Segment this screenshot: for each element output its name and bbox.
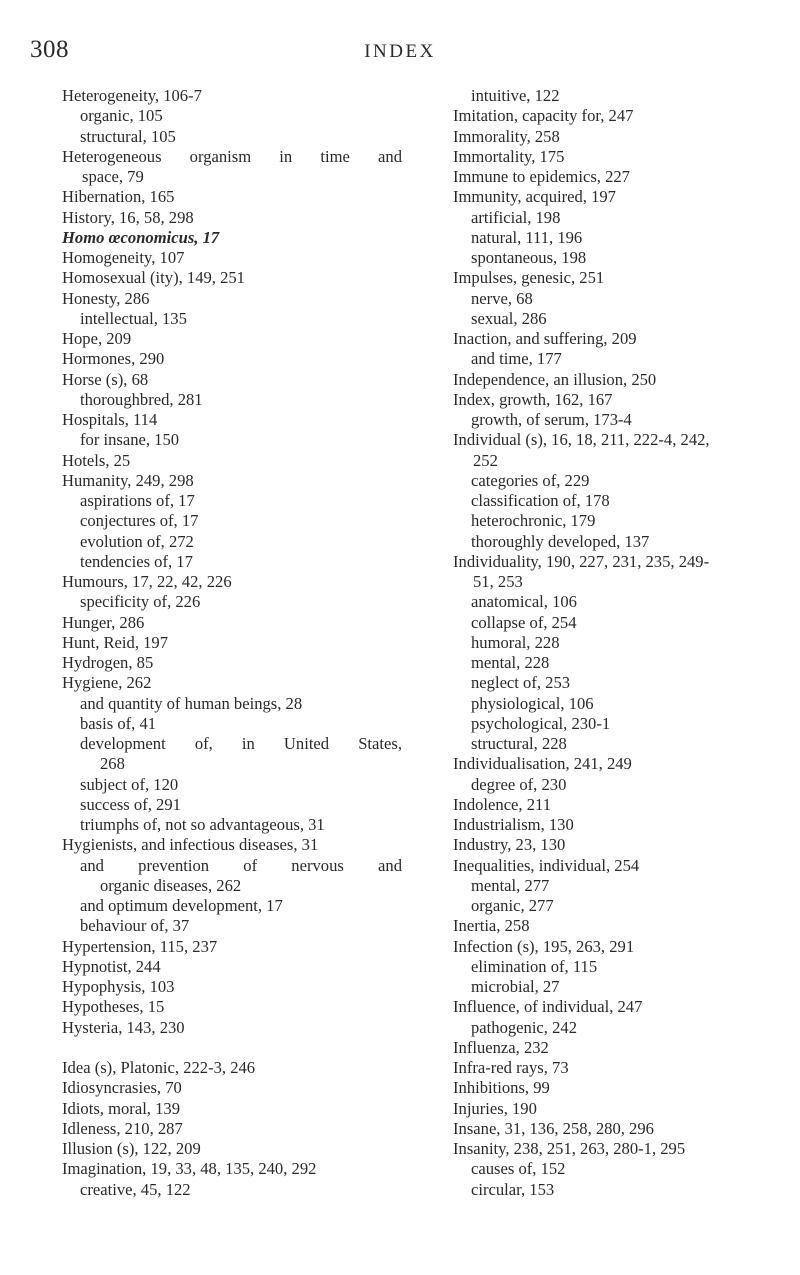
index-subentry: humoral, 228 <box>471 632 560 652</box>
index-entry: Idleness, 210, 287 <box>62 1118 183 1138</box>
index-subentry: creative, 45, 122 <box>80 1179 191 1199</box>
index-column-right <box>453 86 773 1200</box>
index-entry: Hypophysis, 103 <box>62 977 175 996</box>
page-number: 308 <box>30 36 69 63</box>
index-entry: Hunt, Reid, 197 <box>62 632 169 652</box>
index-entry: Infra-red rays, 73 <box>453 1058 569 1077</box>
index-entry: Illusion (s), 122, 209 <box>62 1139 201 1158</box>
index-entry: Humanity, 249, 298 <box>62 470 194 490</box>
index-subentry: and prevention of nervous and <box>80 855 402 875</box>
index-subentry: behaviour of, 37 <box>80 916 190 936</box>
index-entry: Insane, 31, 136, 258, 280, 296 <box>453 1118 654 1138</box>
index-entry: Hotels, 25 <box>62 450 131 470</box>
index-subentry: intuitive, 122 <box>471 86 560 105</box>
index-subentry: organic, 105 <box>80 106 163 126</box>
index-entry: Hormones, 290 <box>62 349 165 369</box>
index-entry: Influence, of individual, 247 <box>453 997 643 1017</box>
index-subentry: mental, 277 <box>471 875 550 895</box>
running-head: INDEX <box>364 41 436 62</box>
index-entry: Idiosyncrasies, 70 <box>62 1078 182 1098</box>
index-subentry: neglect of, 253 <box>471 673 571 693</box>
index-subentry: spontaneous, 198 <box>471 248 587 267</box>
index-column-left <box>62 86 402 1200</box>
index-entry: Hospitals, 114 <box>62 410 158 429</box>
index-entry: Homo œconomicus, 17 <box>62 227 220 247</box>
index-subentry: mental, 228 <box>471 653 550 672</box>
index-subentry: success of, 291 <box>80 794 181 814</box>
index-entry: Individuality, 190, 227, 231, 235, 249- <box>453 551 710 571</box>
index-entry: Inequalities, individual, 254 <box>453 855 640 875</box>
index-subentry: elimination of, 115 <box>471 956 598 976</box>
index-subentry: physiological, 106 <box>471 693 594 713</box>
index-entry: Industrialism, 130 <box>453 815 574 834</box>
page-header <box>0 36 800 72</box>
index-entry: Humours, 17, 22, 42, 226 <box>62 572 232 591</box>
index-entry: Hysteria, 143, 230 <box>62 1017 185 1037</box>
index-subentry: anatomical, 106 <box>471 592 577 612</box>
index-subentry: development of, in United States, <box>80 734 402 753</box>
index-subentry: microbial, 27 <box>471 977 560 996</box>
index-entry: Index, growth, 162, 167 <box>453 389 613 409</box>
index-entry-continuation: 51, 253 <box>473 572 523 591</box>
index-subentry: organic, 277 <box>471 896 554 915</box>
index-entry: Individualisation, 241, 249 <box>453 754 632 774</box>
index-subentry: circular, 153 <box>471 1179 555 1199</box>
index-entry: Imagination, 19, 33, 48, 135, 240, 292 <box>62 1159 317 1179</box>
index-subentry: triumphs of, not so advantageous, 31 <box>80 815 325 834</box>
index-subentry: aspirations of, 17 <box>80 491 195 510</box>
index-subentry: natural, 111, 196 <box>471 227 583 247</box>
index-entry: Immunity, acquired, 197 <box>453 187 616 207</box>
index-entry-continuation: 268 <box>100 754 125 774</box>
index-subentry: psychological, 230-1 <box>471 713 611 733</box>
index-entry: Immorality, 258 <box>453 126 560 146</box>
index-entry: Industry, 23, 130 <box>453 835 566 855</box>
index-subentry: evolution of, 272 <box>80 531 194 551</box>
index-entry: Inertia, 258 <box>453 916 530 936</box>
index-entry: Impulses, genesic, 251 <box>453 268 605 288</box>
index-subentry: sexual, 286 <box>471 308 547 328</box>
index-entry: Hypertension, 115, 237 <box>62 936 218 956</box>
index-entry: Idea (s), Platonic, 222-3, 246 <box>62 1058 256 1077</box>
index-subentry: for insane, 150 <box>80 430 180 450</box>
index-entry: Homogeneity, 107 <box>62 248 185 267</box>
index-entry: Hunger, 286 <box>62 612 145 632</box>
index-entry: Immune to epidemics, 227 <box>453 167 630 186</box>
index-subentry: basis of, 41 <box>80 713 157 733</box>
index-entry: Immortality, 175 <box>453 146 565 166</box>
index-subentry: thoroughbred, 281 <box>80 389 203 409</box>
index-subentry: causes of, 152 <box>471 1159 566 1179</box>
index-subentry: growth, of serum, 173-4 <box>471 410 632 429</box>
index-entry: Inhibitions, 99 <box>453 1078 550 1098</box>
index-entry: Hydrogen, 85 <box>62 653 154 672</box>
index-subentry: heterochronic, 179 <box>471 511 596 531</box>
index-entry: Independence, an illusion, 250 <box>453 369 657 389</box>
index-subentry: tendencies of, 17 <box>80 551 193 571</box>
index-entry: Idiots, moral, 139 <box>62 1098 180 1118</box>
index-entry: Honesty, 286 <box>62 288 150 308</box>
index-subentry: subject of, 120 <box>80 774 179 794</box>
index-subentry: nerve, 68 <box>471 288 533 308</box>
index-entry: Hope, 209 <box>62 329 132 348</box>
index-entry: Homosexual (ity), 149, 251 <box>62 268 245 288</box>
index-entry-continuation: 252 <box>473 450 498 470</box>
index-entry: Hypnotist, 244 <box>62 956 161 976</box>
index-section-gap <box>62 1038 402 1058</box>
index-subentry: intellectual, 135 <box>80 308 187 328</box>
index-subentry: categories of, 229 <box>471 470 590 490</box>
index-subentry: specificity of, 226 <box>80 592 201 612</box>
index-entry: Imitation, capacity for, 247 <box>453 106 634 126</box>
index-entry: Indolence, 211 <box>453 794 551 814</box>
index-entry: Influenza, 232 <box>453 1037 549 1057</box>
index-subentry: conjectures of, 17 <box>80 511 199 531</box>
index-entry: Individual (s), 16, 18, 211, 222-4, 242, <box>453 430 710 450</box>
index-subentry: collapse of, 254 <box>471 612 577 632</box>
index-subentry: and optimum development, 17 <box>80 896 283 915</box>
index-entry-continuation: organic diseases, 262 <box>100 875 242 895</box>
index-subentry: classification of, 178 <box>471 491 610 510</box>
index-entry: Heterogeneous organism in time and <box>62 146 402 166</box>
index-subentry: and quantity of human beings, 28 <box>80 693 303 713</box>
index-subentry: artificial, 198 <box>471 207 561 227</box>
index-entry-continuation: space, 79 <box>82 167 144 186</box>
index-entry: Insanity, 238, 251, 263, 280-1, 295 <box>453 1139 686 1158</box>
index-entry: Hypotheses, 15 <box>62 997 165 1017</box>
index-subentry: structural, 228 <box>471 734 567 753</box>
index-entry: Horse (s), 68 <box>62 369 149 389</box>
index-entry: Injuries, 190 <box>453 1098 537 1118</box>
index-entry: Hygienists, and infectious diseases, 31 <box>62 835 319 855</box>
index-subentry: degree of, 230 <box>471 774 567 794</box>
index-entry: History, 16, 58, 298 <box>62 207 194 227</box>
index-entry: Infection (s), 195, 263, 291 <box>453 936 635 956</box>
index-subentry: and time, 177 <box>471 349 562 369</box>
index-subentry: pathogenic, 242 <box>471 1017 577 1037</box>
index-entry: Heterogeneity, 106-7 <box>62 86 202 105</box>
index-subentry: structural, 105 <box>80 126 176 146</box>
index-entry: Inaction, and suffering, 209 <box>453 329 637 348</box>
index-subentry: thoroughly developed, 137 <box>471 531 650 551</box>
index-entry: Hibernation, 165 <box>62 187 175 207</box>
index-entry: Hygiene, 262 <box>62 673 152 693</box>
